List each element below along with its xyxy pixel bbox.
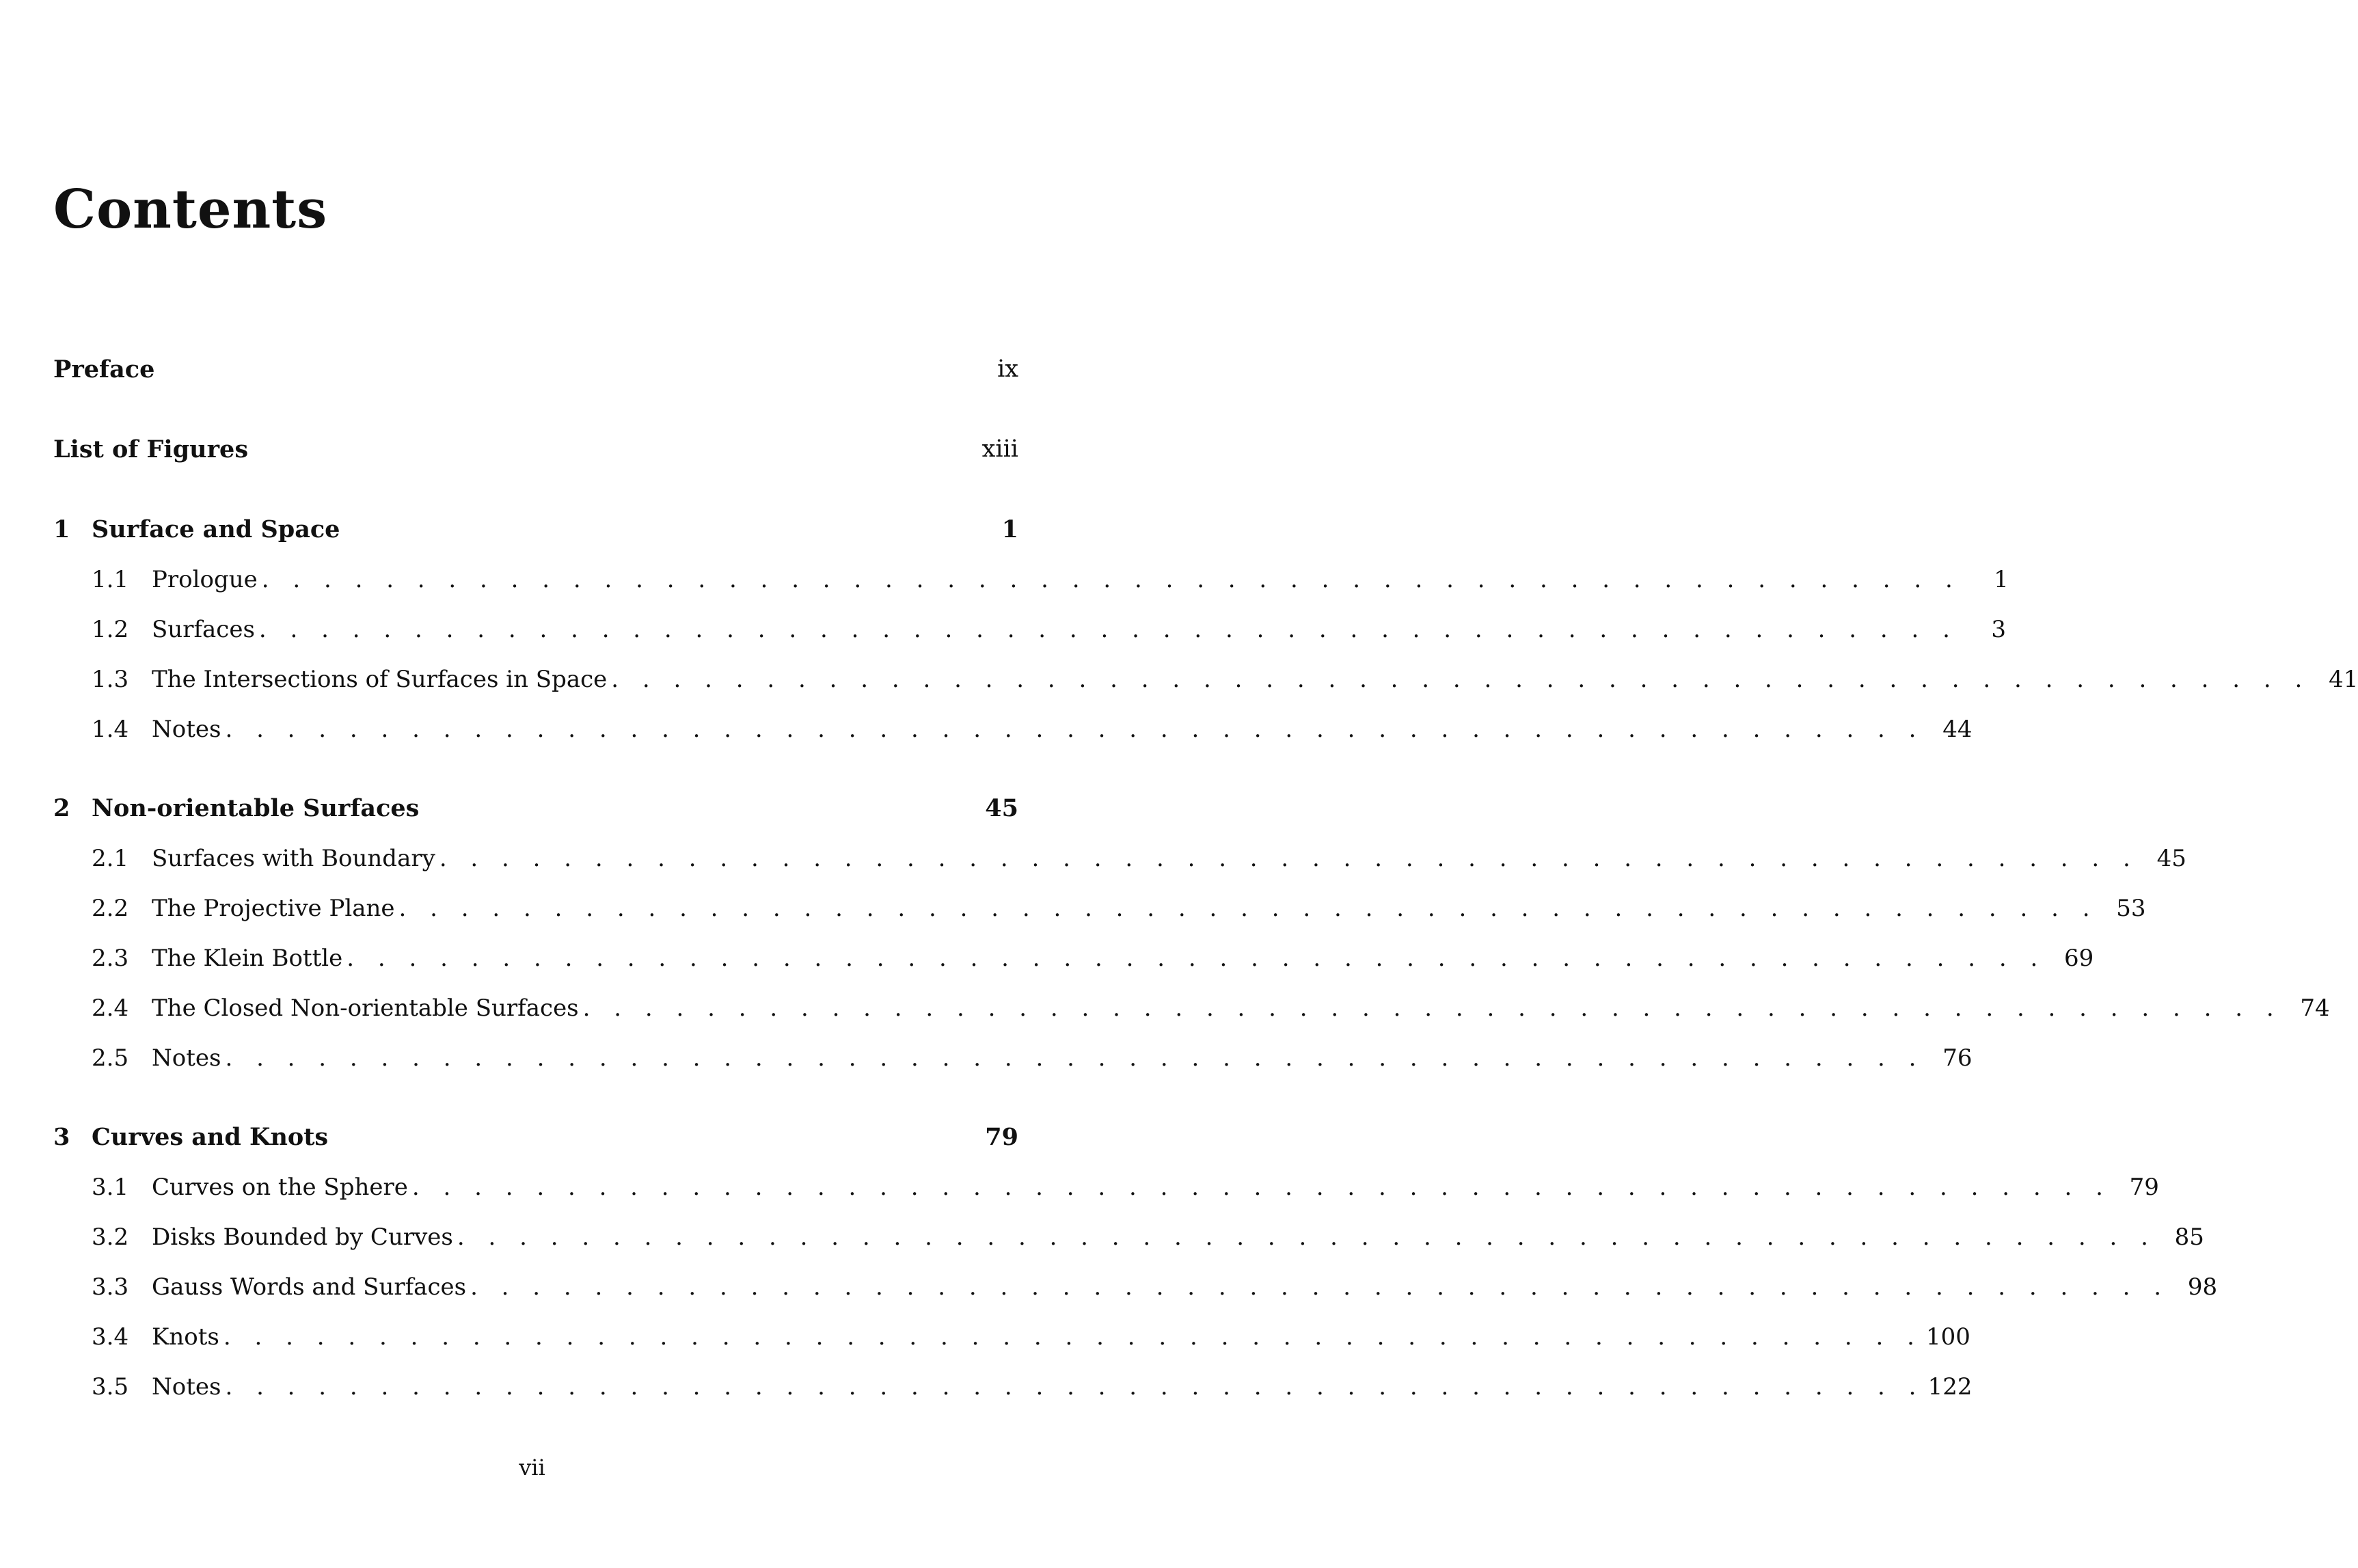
section-number: 3.3 <box>92 1273 129 1301</box>
toc-entry-page: ix <box>997 355 1018 383</box>
section-entry[interactable] <box>53 1323 1970 1373</box>
dot-leader: . . . . . . . . . . . . . . . . . . . . . . . . . . . . . . . . . . . . . . . . . . . . . . . . . . . . . . . <box>398 895 2098 922</box>
dot-leader: . . . . . . . . . . . . . . . . . . . . . . . . . . . . . . . . . . . . . . . . . . . . . . . . . . . . . . . <box>457 1224 2156 1251</box>
section-number: 3.1 <box>92 1174 129 1201</box>
section-number: 1.1 <box>92 566 129 593</box>
section-entry[interactable] <box>53 945 2094 995</box>
section-page: 74 <box>2300 995 2330 1022</box>
section-page: 122 <box>1927 1373 1973 1401</box>
chapter-2 <box>53 794 2330 1094</box>
chapter-number: 3 <box>53 1123 70 1151</box>
dot-leader: . . . . . . . . . . . . . . . . . . . . . . . . . . . . . . . . . . . . . . . . . . . . . . . . . . . . . . . <box>225 716 1925 743</box>
chapter-page: 79 <box>985 1123 1018 1151</box>
toc-entry-title: Preface <box>53 355 155 383</box>
table-of-contents <box>53 355 2358 1423</box>
section-entry[interactable] <box>53 1273 2218 1323</box>
section-page: 76 <box>1942 1044 1973 1072</box>
dot-leader: . . . . . . . . . . . . . . . . . . . . . . . . . . . . . . . . . . . . . . . . . . . . . . . . . . . . . . . <box>261 566 1961 593</box>
section-page: 1 <box>1994 566 2009 593</box>
section-title: Surfaces <box>152 616 255 643</box>
chapter-page: 1 <box>1001 515 1018 543</box>
dot-leader: . . . . . . . . . . . . . . . . . . . . . . . . . . . . . . . . . . . . . . . . . . . . . . . . . . . . . . . <box>225 1373 1925 1401</box>
chapter-title: Surface and Space <box>92 515 340 543</box>
section-title: Knots <box>152 1323 219 1351</box>
section-page: 100 <box>1926 1323 1970 1351</box>
dot-leader: . . . . . . . . . . . . . . . . . . . . . . . . . . . . . . . . . . . . . . . . . . . . . . . . . . . . . . . <box>347 945 2046 972</box>
dot-leader: . . . . . . . . . . . . . . . . . . . . . . . . . . . . . . . . . . . . . . . . . . . . . . . . . . . . . . . <box>223 1323 1923 1351</box>
chapter-spacer <box>53 766 1018 794</box>
section-title: Prologue <box>152 566 258 593</box>
section-title: Curves on the Sphere <box>152 1174 408 1201</box>
dot-leader: . . . . . . . . . . . . . . . . . . . . . . . . . . . . . . . . . . . . . . . . . . . . . . . . . . . . . . . <box>411 1174 2111 1201</box>
section-number: 2.1 <box>92 845 129 872</box>
chapter-heading[interactable] <box>53 515 1018 566</box>
section-page: 53 <box>2116 895 2146 922</box>
section-number: 2.4 <box>92 995 129 1022</box>
chapter-title: Curves and Knots <box>92 1123 329 1151</box>
toc-entry-page: xiii <box>981 435 1018 463</box>
section-number: 2.2 <box>92 895 129 922</box>
section-number: 3.4 <box>92 1323 129 1351</box>
section-entry[interactable] <box>53 895 2146 945</box>
section-title: Notes <box>152 1044 221 1072</box>
section-entry[interactable] <box>53 1373 1973 1423</box>
dot-leader: . . . . . . . . . . . . . . . . . . . . . . . . . . . . . . . . . . . . . . . . . . . . . . . . . . . . . . . <box>225 1044 1925 1072</box>
section-entry[interactable] <box>53 616 2006 666</box>
section-entry[interactable] <box>53 716 1973 766</box>
toc-entry-title: List of Figures <box>53 435 249 463</box>
section-title: The Intersections of Surfaces in Space <box>152 666 608 693</box>
chapter-title: Non-orientable Surfaces <box>92 794 420 822</box>
section-page: 98 <box>2187 1273 2218 1301</box>
section-title: Gauss Words and Surfaces <box>152 1273 467 1301</box>
dot-leader: . . . . . . . . . . . . . . . . . . . . . . . . . . . . . . . . . . . . . . . . . . . . . . . . . . . . . . . <box>611 666 2311 693</box>
section-entry[interactable] <box>53 845 2186 895</box>
section-title: Notes <box>152 716 221 743</box>
section-entry[interactable] <box>53 995 2330 1044</box>
section-title: The Closed Non-orientable Surfaces <box>152 995 579 1022</box>
dot-leader: . . . . . . . . . . . . . . . . . . . . . . . . . . . . . . . . . . . . . . . . . . . . . . . . . . . . . . . <box>470 1273 2170 1301</box>
section-title: The Projective Plane <box>152 895 395 922</box>
section-title: Notes <box>152 1373 221 1401</box>
section-entry[interactable] <box>53 666 2358 716</box>
section-number: 3.5 <box>92 1373 129 1401</box>
section-number: 1.3 <box>92 666 129 693</box>
section-page: 3 <box>1991 616 2006 643</box>
chapter-3 <box>53 1123 2218 1423</box>
dot-leader: . . . . . . . . . . . . . . . . . . . . . . . . . . . . . . . . . . . . . . . . . . . . . . . . . . . . . . . <box>439 845 2139 872</box>
section-number: 2.5 <box>92 1044 129 1072</box>
dot-leader: . . . . . . . . . . . . . . . . . . . . . . . . . . . . . . . . . . . . . . . . . . . . . . . . . . . . . . . <box>582 995 2282 1022</box>
section-entry[interactable] <box>53 566 2009 616</box>
section-entry[interactable] <box>53 1174 2159 1224</box>
page-title: Contents <box>53 178 328 241</box>
section-number: 1.4 <box>92 716 129 743</box>
chapter-heading[interactable] <box>53 1123 1018 1174</box>
page-number: vii <box>519 1455 545 1481</box>
section-page: 41 <box>2329 666 2358 693</box>
dot-leader: . . . . . . . . . . . . . . . . . . . . . . . . . . . . . . . . . . . . . . . . . . . . . . . . . . . . . . . <box>258 616 1958 643</box>
section-number: 2.3 <box>92 945 129 972</box>
section-title: Surfaces with Boundary <box>152 845 435 872</box>
section-title: The Klein Bottle <box>152 945 343 972</box>
section-number: 1.2 <box>92 616 129 643</box>
chapter-spacer <box>53 1094 1018 1123</box>
section-page: 69 <box>2064 945 2094 972</box>
chapter-page: 45 <box>985 794 1018 822</box>
chapter-1 <box>53 515 2358 766</box>
toc-entry-list-of-figures[interactable] <box>53 435 1018 515</box>
chapter-number: 1 <box>53 515 70 543</box>
section-page: 45 <box>2156 845 2186 872</box>
section-number: 3.2 <box>92 1224 129 1251</box>
section-entry[interactable] <box>53 1044 1973 1094</box>
section-entry[interactable] <box>53 1224 2204 1273</box>
section-page: 79 <box>2129 1174 2159 1201</box>
section-page: 44 <box>1942 716 1973 743</box>
chapter-number: 2 <box>53 794 70 822</box>
section-title: Disks Bounded by Curves <box>152 1224 453 1251</box>
toc-entry-preface[interactable] <box>53 355 1018 435</box>
chapter-heading[interactable] <box>53 794 1018 845</box>
section-page: 85 <box>2174 1224 2204 1251</box>
